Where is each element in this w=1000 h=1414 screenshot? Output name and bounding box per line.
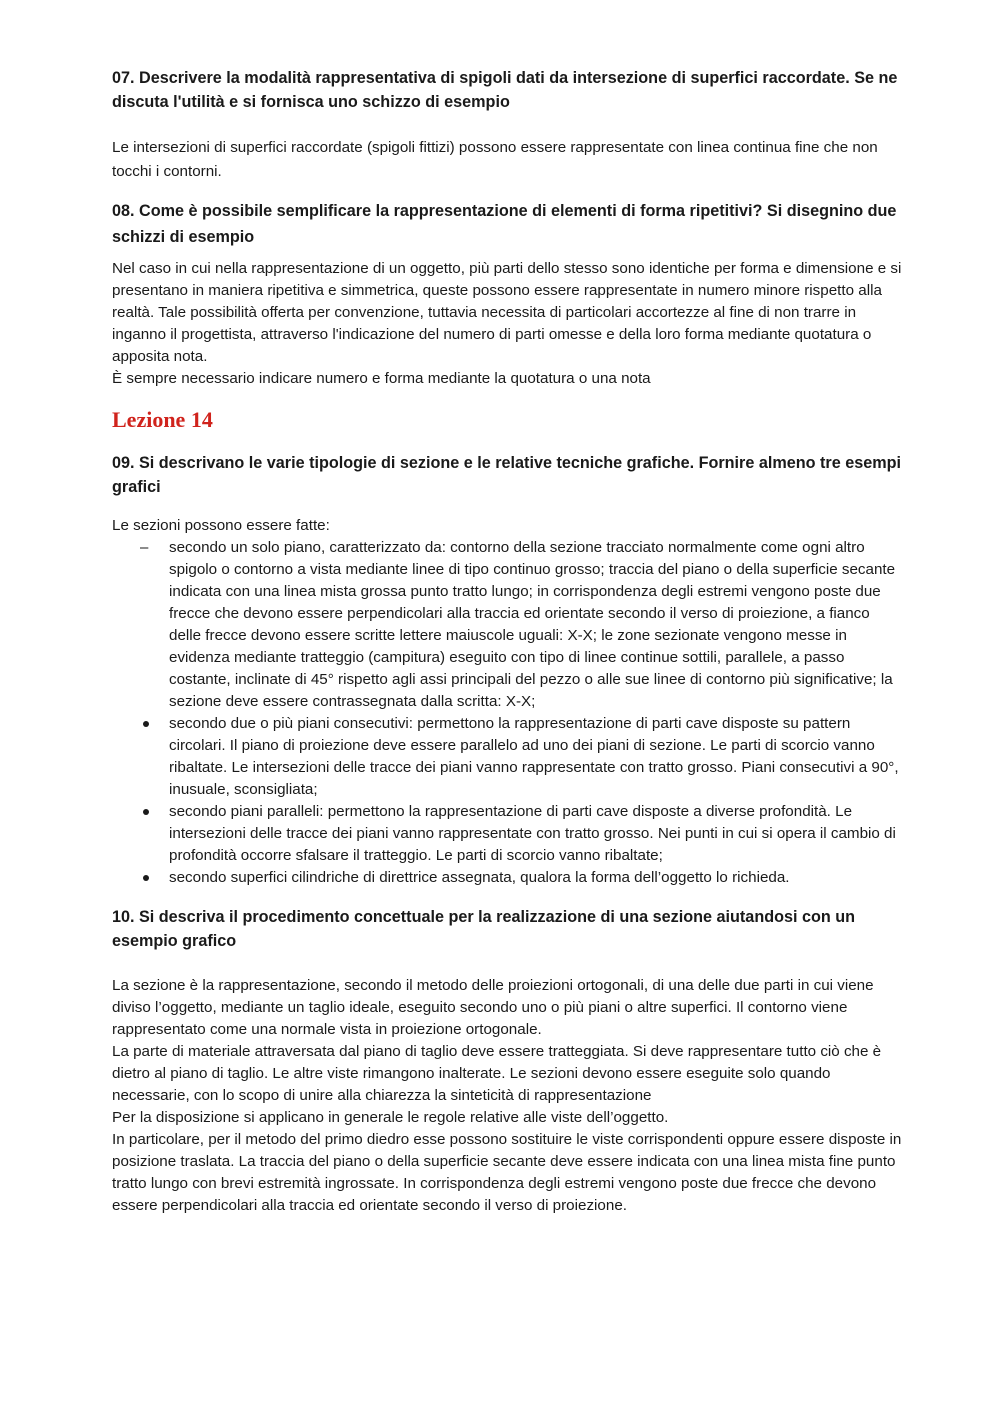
question-09-title: 09. Si descrivano le varie tipologie di sezione e le relative tecniche grafiche. Fornire almeno tre esempi grafici (112, 454, 901, 496)
question-09-intro: Le sezioni possono essere fatte: (112, 517, 330, 534)
list-item (112, 713, 902, 801)
dash-marker: – (140, 539, 149, 556)
question-10-answer-p3: Per la disposizione si applicano in generale le regole relative alle viste dell’oggetto. (112, 1109, 669, 1126)
question-07-answer: Le intersezioni di superfici raccordate (spigoli fittizi) possono essere rappresentate con linea continua fine che non tocchi i contorni. (112, 139, 878, 180)
bullet-icon (143, 721, 149, 727)
list-item-text: secondo superfici cilindriche di direttrice assegnata, qualora la forma dell’oggetto lo richieda. (169, 869, 790, 886)
question-10-answer-p2: La parte di materiale attraversata dal piano di taglio deve essere tratteggiata. Si deve rappresentare tutto ciò che è dietro al piano di taglio. Le altre viste rimangono inalterate. Le sezioni devono essere eseguite solo quando necessarie, con lo scopo di unire alla chiarezza la sinteticità di rappresentazione (112, 1043, 882, 1104)
list-item-text: secondo un solo piano, caratterizzato da: contorno della sezione tracciato normalmente come ogni altro spigolo o contorno a vista mediante linee di tipo continuo grosso; traccia del piano o della superficie secante indicata con una linea mista grossa punto tratto lungo; in corrispondenza degli estremi vengono poste due frecce che devono essere perpendicolari alla traccia ed orientate secondo il verso di proiezione, a fianco delle frecce devono essere scritte lettere maiuscole uguali: X-X; le zone sezionate vengono messe in evidenza mediante tratteggio (campitura) eseguito con tipo di linee continue sottili, parallele, a passo costante, inclinate di 45° rispetto agli assi principali del pezzo o alle sue linee di contorno più significative; la sezione deve essere contrassegnata dalla scritta: X-X; (169, 539, 896, 710)
section-types-list (112, 537, 902, 889)
question-08-answer-p2: È sempre necessario indicare numero e forma mediante la quotatura o una nota (112, 370, 651, 387)
lesson-heading: Lezione 14 (112, 407, 213, 432)
list-item (112, 537, 902, 713)
question-10-title: 10. Si descriva il procedimento concettuale per la realizzazione di una sezione aiutandosi con un esempio grafico (112, 908, 856, 950)
document-page (112, 66, 902, 1217)
question-10-answer-p4: In particolare, per il metodo del primo diedro esse possono sostituire le viste corrispondenti oppure essere disposte in posizione traslata. La traccia del piano o della superficie secante deve essere indicata con una linea mista fine punto tratto lungo con brevi estremità ingrossate. In corrispondenza degli estremi vengono poste due frecce che devono essere perpendicolari alla traccia ed orientate secondo il verso di proiezione. (112, 1131, 902, 1214)
list-item-text: secondo piani paralleli: permettono la rappresentazione di parti cave disposte a diverse profondità. Le intersezioni delle tracce dei piani vanno rappresentate con tratto grosso. Nei punti in cui si opera il cambio di profondità occorre sfalsare il tratteggio. Le parti di scorcio vanno ribaltate; (169, 803, 896, 864)
list-item (112, 867, 902, 889)
list-item (112, 801, 902, 867)
question-08-title: 08. Come è possibile semplificare la rappresentazione di elementi di forma ripetitivi? Si disegnino due schizzi di esempio (112, 202, 897, 246)
bullet-icon (143, 809, 149, 815)
question-10-answer-p1: La sezione è la rappresentazione, secondo il metodo delle proiezioni ortogonali, di una delle due parti in cui viene diviso l’oggetto, mediante un taglio ideale, eseguito secondo uno o più piani o altre superfici. Il contorno viene rappresentato come una normale vista in proiezione ortogonale. (112, 977, 874, 1038)
question-08-answer-p1: Nel caso in cui nella rappresentazione di un oggetto, più parti dello stesso sono identiche per forma e dimensione e si presentano in maniera ripetitiva e simmetrica, queste possono essere rappresentate in numero minore rispetto alla realtà. Tale possibilità offerta per convenzione, tuttavia necessita di particolari accortezze al fine di non trarre in inganno il progettista, attraverso l'indicazione del numero di parti omesse e della loro forma mediante quotatura o apposita nota. (112, 260, 902, 365)
list-item-text: secondo due o più piani consecutivi: permettono la rappresentazione di parti cave disposte su pattern circolari. Il piano di proiezione deve essere parallelo ad uno dei piani di sezione. Le parti di scorcio vanno ribaltate. Le intersezioni delle tracce dei piani vanno rappresentate con tratto grosso. Piani consecutivi a 90°, inusuale, sconsigliata; (169, 715, 899, 798)
bullet-icon (143, 875, 149, 881)
question-07-title: 07. Descrivere la modalità rappresentativa di spigoli dati da intersezione di superfici raccordate. Se ne discuta l'utilità e si fornisca uno schizzo di esempio (112, 69, 898, 111)
